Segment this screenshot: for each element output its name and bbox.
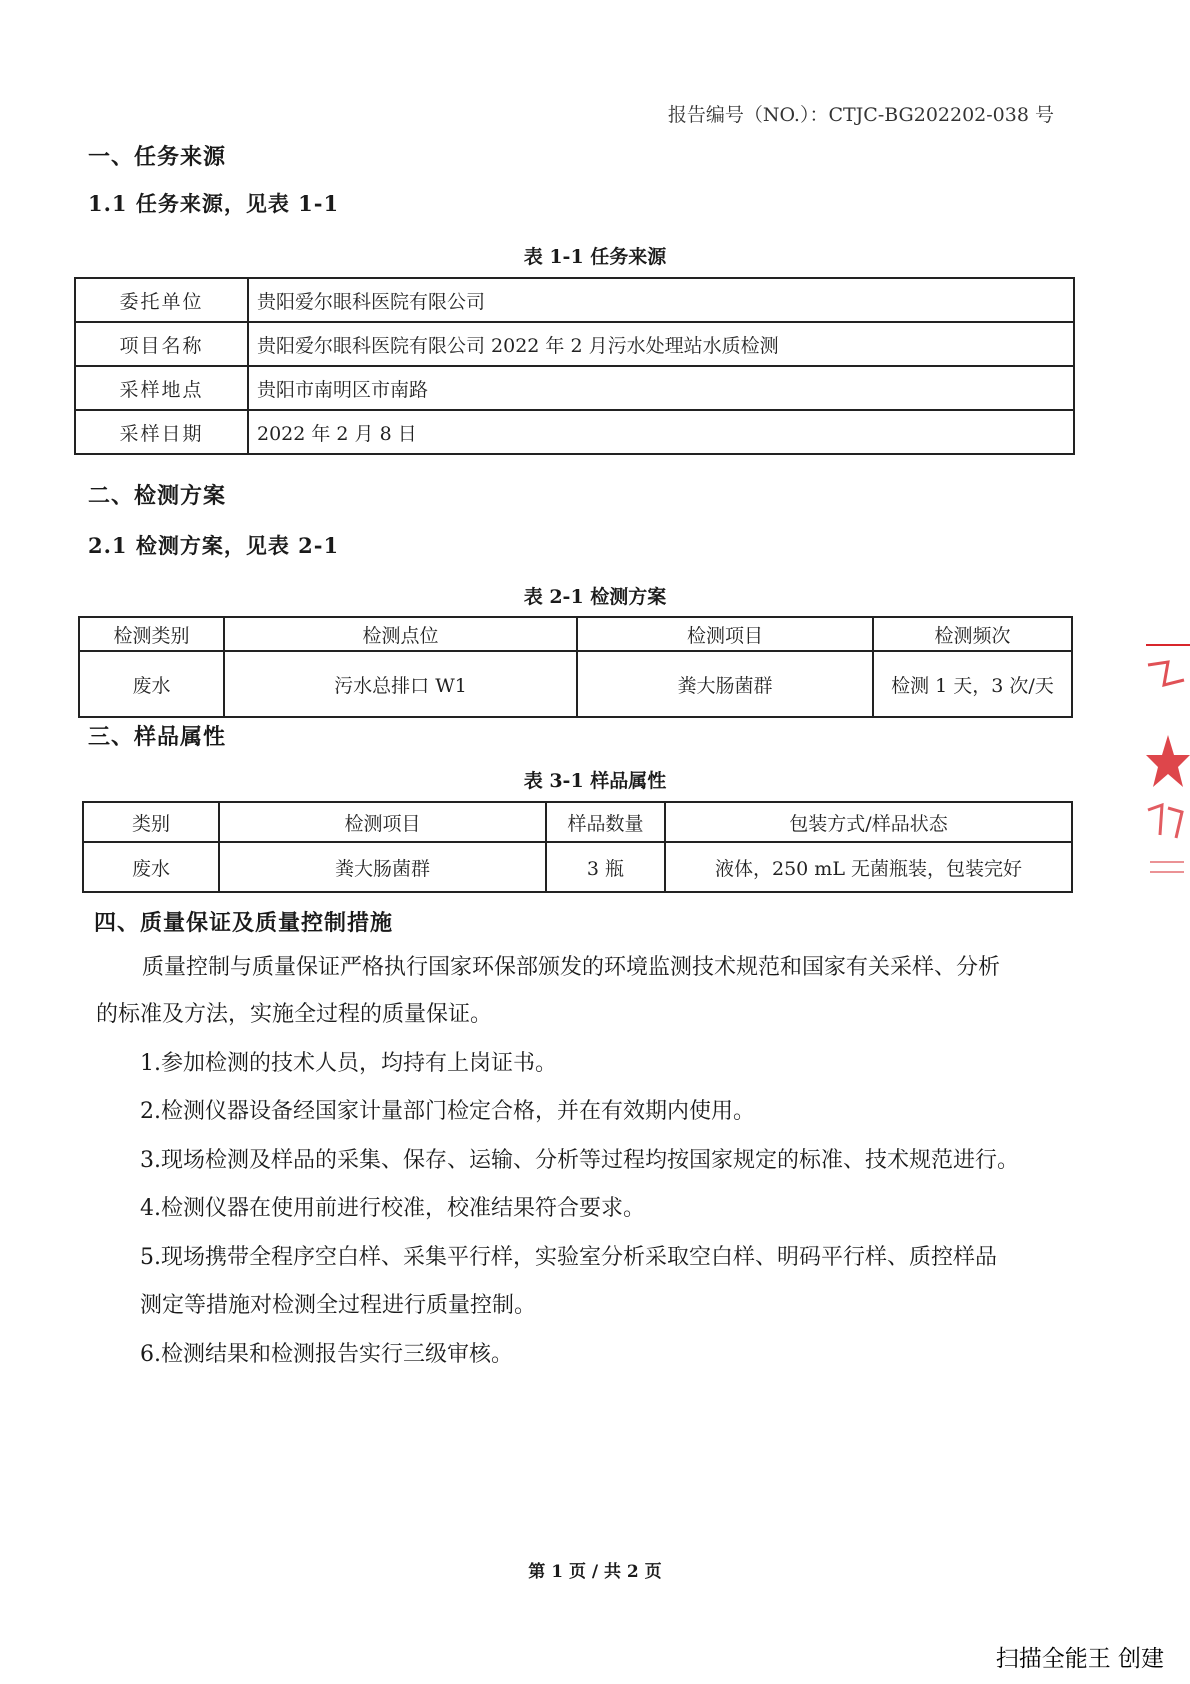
section2-subheading: 2.1 检测方案，见表 2-1: [88, 533, 340, 558]
table-cell: 污水总排口 W1: [224, 651, 577, 717]
table-cell-value: 2022 年 2 月 8 日: [248, 410, 1074, 454]
qa-item: 1.参加检测的技术人员，均持有上岗证书。: [140, 1051, 557, 1076]
table-cell: 3 瓶: [546, 842, 665, 892]
qa-item: 2.检测仪器设备经国家计量部门检定合格，并在有效期内使用。: [140, 1099, 755, 1124]
table-header-cell: 包装方式/样品状态: [665, 802, 1072, 842]
section3-heading: 三、样品属性: [88, 724, 227, 750]
table-header-cell: 样品数量: [546, 802, 665, 842]
table-cell: 粪大肠菌群: [219, 842, 546, 892]
qa-intro-line1: 质量控制与质量保证严格执行国家环保部颁发的环境监测技术规范和国家有关采样、分析: [142, 955, 1001, 980]
qa-item: 3.现场检测及样品的采集、保存、运输、分析等过程均按国家规定的标准、技术规范进行。: [140, 1148, 1019, 1173]
table-header-cell: 检测点位: [224, 617, 577, 651]
table-header-cell: 检测频次: [873, 617, 1072, 651]
table-cell: 液体，250 mL 无菌瓶装，包装完好: [665, 842, 1072, 892]
table-cell-key: 采样地点: [75, 366, 248, 410]
table-header-cell: 类别: [83, 802, 219, 842]
table1-caption: 表 1-1 任务来源: [523, 246, 667, 268]
qa-intro-line2: 的标准及方法，实施全过程的质量保证。: [96, 1002, 493, 1027]
table-cell-key: 委托单位: [75, 278, 248, 322]
table-cell: 废水: [79, 651, 224, 717]
qa-item: 4.检测仪器在使用前进行校准，校准结果符合要求。: [140, 1196, 645, 1221]
table-header-row: [83, 802, 1072, 842]
table-header-cell: 检测项目: [577, 617, 873, 651]
table-cell: 粪大肠菌群: [577, 651, 873, 717]
test-plan-table: [78, 616, 1073, 718]
task-source-table: [74, 277, 1075, 455]
report-number: 报告编号（NO.）：CTJC-BG202202-038 号: [667, 104, 1054, 126]
qa-item: 5.现场携带全程序空白样、采集平行样，实验室分析采取空白样、明码平行样、质控样品: [140, 1245, 997, 1270]
seal-stamp-fragment: [1138, 640, 1190, 890]
section2-heading: 二、检测方案: [88, 483, 227, 509]
table-row: [75, 322, 1074, 366]
table-cell-value: 贵阳爱尔眼科医院有限公司: [248, 278, 1074, 322]
table-cell-key: 采样日期: [75, 410, 248, 454]
qa-item: 6.检测结果和检测报告实行三级审核。: [140, 1342, 513, 1367]
table-cell-key: 项目名称: [75, 322, 248, 366]
page-footer: 第 1 页 / 共 2 页: [528, 1562, 662, 1582]
qa-item-continued: 测定等措施对检测全过程进行质量控制。: [140, 1293, 537, 1318]
table-cell-value: 贵阳爱尔眼科医院有限公司 2022 年 2 月污水处理站水质检测: [248, 322, 1074, 366]
table-row: [79, 651, 1072, 717]
table-row: [75, 366, 1074, 410]
scanner-watermark: 扫描全能王 创建: [995, 1646, 1164, 1672]
table-cell: 废水: [83, 842, 219, 892]
table3-caption: 表 3-1 样品属性: [523, 770, 667, 792]
table-row: [83, 842, 1072, 892]
table-cell: 检测 1 天，3 次/天: [873, 651, 1072, 717]
table-row: [75, 278, 1074, 322]
section4-heading: 四、质量保证及质量控制措施: [94, 910, 394, 936]
table-cell-value: 贵阳市南明区市南路: [248, 366, 1074, 410]
table-header-cell: 检测项目: [219, 802, 546, 842]
section1-subheading: 1.1 任务来源，见表 1-1: [88, 191, 340, 216]
table-row: [75, 410, 1074, 454]
sample-attributes-table: [82, 801, 1073, 893]
table-header-row: [79, 617, 1072, 651]
table-header-cell: 检测类别: [79, 617, 224, 651]
table2-caption: 表 2-1 检测方案: [523, 586, 667, 608]
section1-heading: 一、任务来源: [88, 144, 227, 170]
